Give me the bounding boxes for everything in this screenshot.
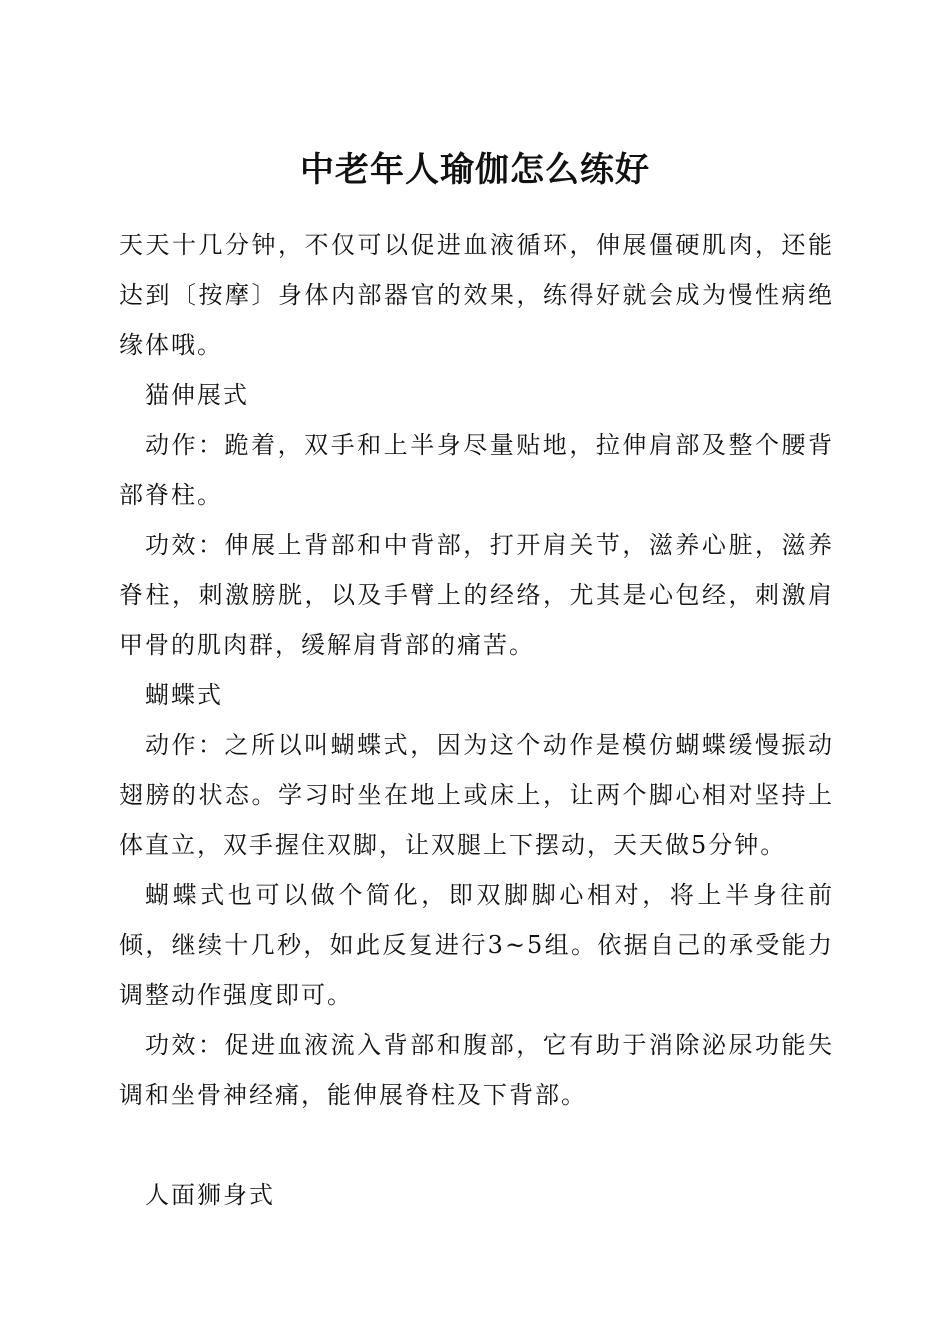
butterfly-variation-paragraph: 蝴蝶式也可以做个简化，即双脚脚心相对，将上半身往前倾，继续十几秒，如此反复进行3~5组。依据自己的承受能力调整动作强度即可。 [119,881,834,1009]
paragraph-gap [119,1120,834,1170]
butterfly-action-paragraph: 动作：之所以叫蝴蝶式，因为这个动作是模仿蝴蝶缓慢振动翅膀的状态。学习时坐在地上或床上，让两个脚心相对坚持上体直立，双手握住双脚，让双腿上下摆动，天天做5分钟。 [119,731,834,859]
cat-stretch-effect-paragraph: 功效：伸展上背部和中背部，打开肩关节，滋养心脏，滋养脊柱，刺激膀胱，以及手臂上的经络，尤其是心包经，刺激肩甲骨的肌肉群，缓解肩背部的痛苦。 [119,531,834,659]
section-heading-cat-stretch: 猫伸展式 [145,381,249,409]
section-heading-sphinx: 人面狮身式 [145,1181,275,1209]
intro-paragraph: 天天十几分钟，不仅可以促进血液循环，伸展僵硬肌肉，还能达到〔按摩〕身体内部器官的效果，练得好就会成为慢性病绝缘体哦。 [119,231,834,359]
butterfly-effect-paragraph: 功效：促进血液流入背部和腹部，它有助于消除泌尿功能失调和坐骨神经痛，能伸展脊柱及下背部。 [119,1031,834,1109]
section-heading-butterfly: 蝴蝶式 [145,681,223,709]
cat-stretch-action-paragraph: 动作：跪着，双手和上半身尽量贴地，拉伸肩部及整个腰背部脊柱。 [119,431,834,509]
document-title: 中老年人瑜伽怎么练好 [300,150,650,190]
document-body [119,220,834,1220]
